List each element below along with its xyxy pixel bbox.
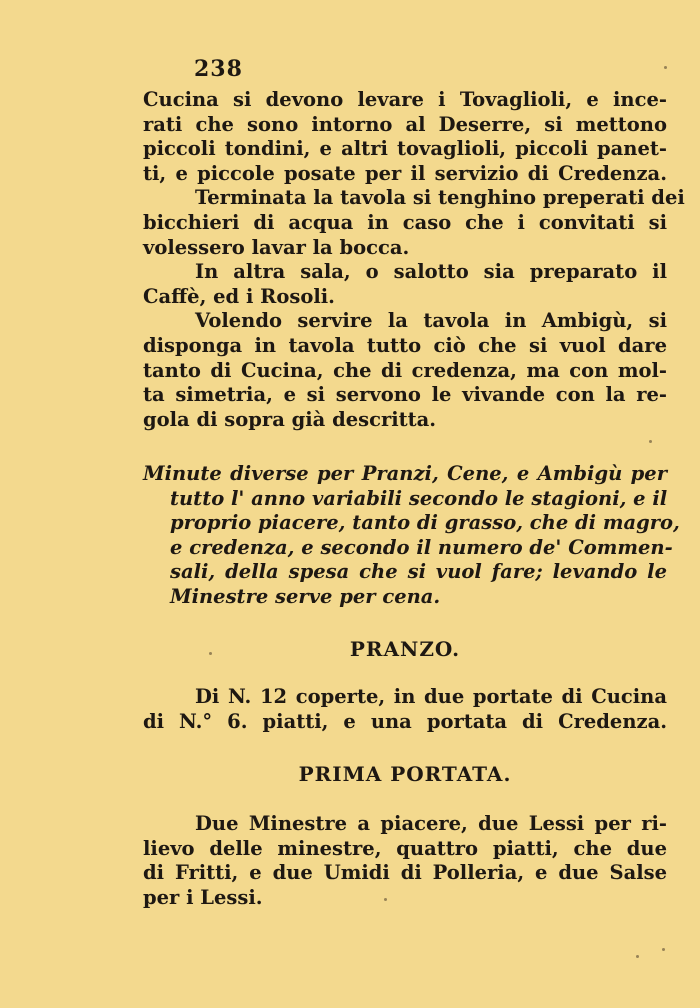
text-line: Minestre serve per cena. [170, 584, 441, 608]
page-number: 238 [194, 56, 243, 82]
text-line: disponga in tavola tutto ciò che si vuol dare [143, 333, 667, 357]
text-line: ti, e piccole posate per il servizio di Credenza. [143, 161, 667, 185]
text-line: di N.° 6. piatti, e una portata di Credenza. [143, 709, 667, 733]
scan-speck [662, 948, 665, 951]
italic-paragraph [143, 462, 680, 610]
text-line: gola di sopra già descritta. [143, 407, 437, 431]
text-line: Minute diverse per Pranzi, Cene, e Ambigù per [143, 462, 667, 485]
heading-pranzo: PRANZO. [349, 637, 461, 661]
text-line: tanto di Cucina, che di credenza, ma con mol- [143, 358, 667, 382]
heading-prima-portata: PRIMA PORTATA. [298, 762, 512, 786]
text-line: Di N. 12 coperte, in due portate di Cucina [195, 685, 667, 708]
prima-portata-paragraph [143, 812, 667, 910]
text-line: ta simetria, e si servono le vivande con la re- [143, 383, 667, 407]
pranzo-paragraph [143, 685, 667, 734]
scan-speck [649, 440, 652, 443]
text-line: Due Minestre a piacere, due Lessi per ri- [195, 812, 667, 835]
text-line: sali, della spesa che si vuol fare; levando le [170, 560, 667, 584]
text-line: Terminata la tavola si tenghino preperati dei [195, 186, 685, 210]
text-line: di Fritti, e due Umidi di Polleria, e due Salse [143, 861, 667, 885]
scan-speck [209, 652, 212, 655]
text-line: Cucina si devono levare i Tovaglioli, e ince- [143, 88, 667, 111]
text-line: per i Lessi. [143, 885, 263, 909]
scan-speck [636, 955, 639, 958]
scan-speck [384, 898, 387, 901]
scan-speck [664, 66, 667, 69]
text-line: proprio piacere, tanto di grasso, che di magro, [170, 511, 680, 535]
text-line: volessero lavar la bocca. [143, 235, 410, 259]
text-line: lievo delle minestre, quattro piatti, che due [143, 836, 667, 860]
text-line: piccoli tondini, e altri tovaglioli, piccoli panet- [143, 137, 667, 161]
text-line: e credenza, e secondo il numero de' Commen- [170, 535, 673, 559]
text-line: tutto l' anno variabili secondo le stagioni, e il [170, 486, 668, 510]
main-text [143, 88, 685, 432]
text-line: Volendo servire la tavola in Ambigù, si [195, 309, 667, 333]
text-line: Caffè, ed i Rosoli. [143, 284, 335, 308]
text-line: rati che sono intorno al Deserre, si mettono [143, 112, 667, 136]
text-line: In altra sala, o salotto sia preparato il [195, 260, 667, 284]
text-line: bicchieri di acqua in caso che i convitati si [143, 210, 667, 234]
